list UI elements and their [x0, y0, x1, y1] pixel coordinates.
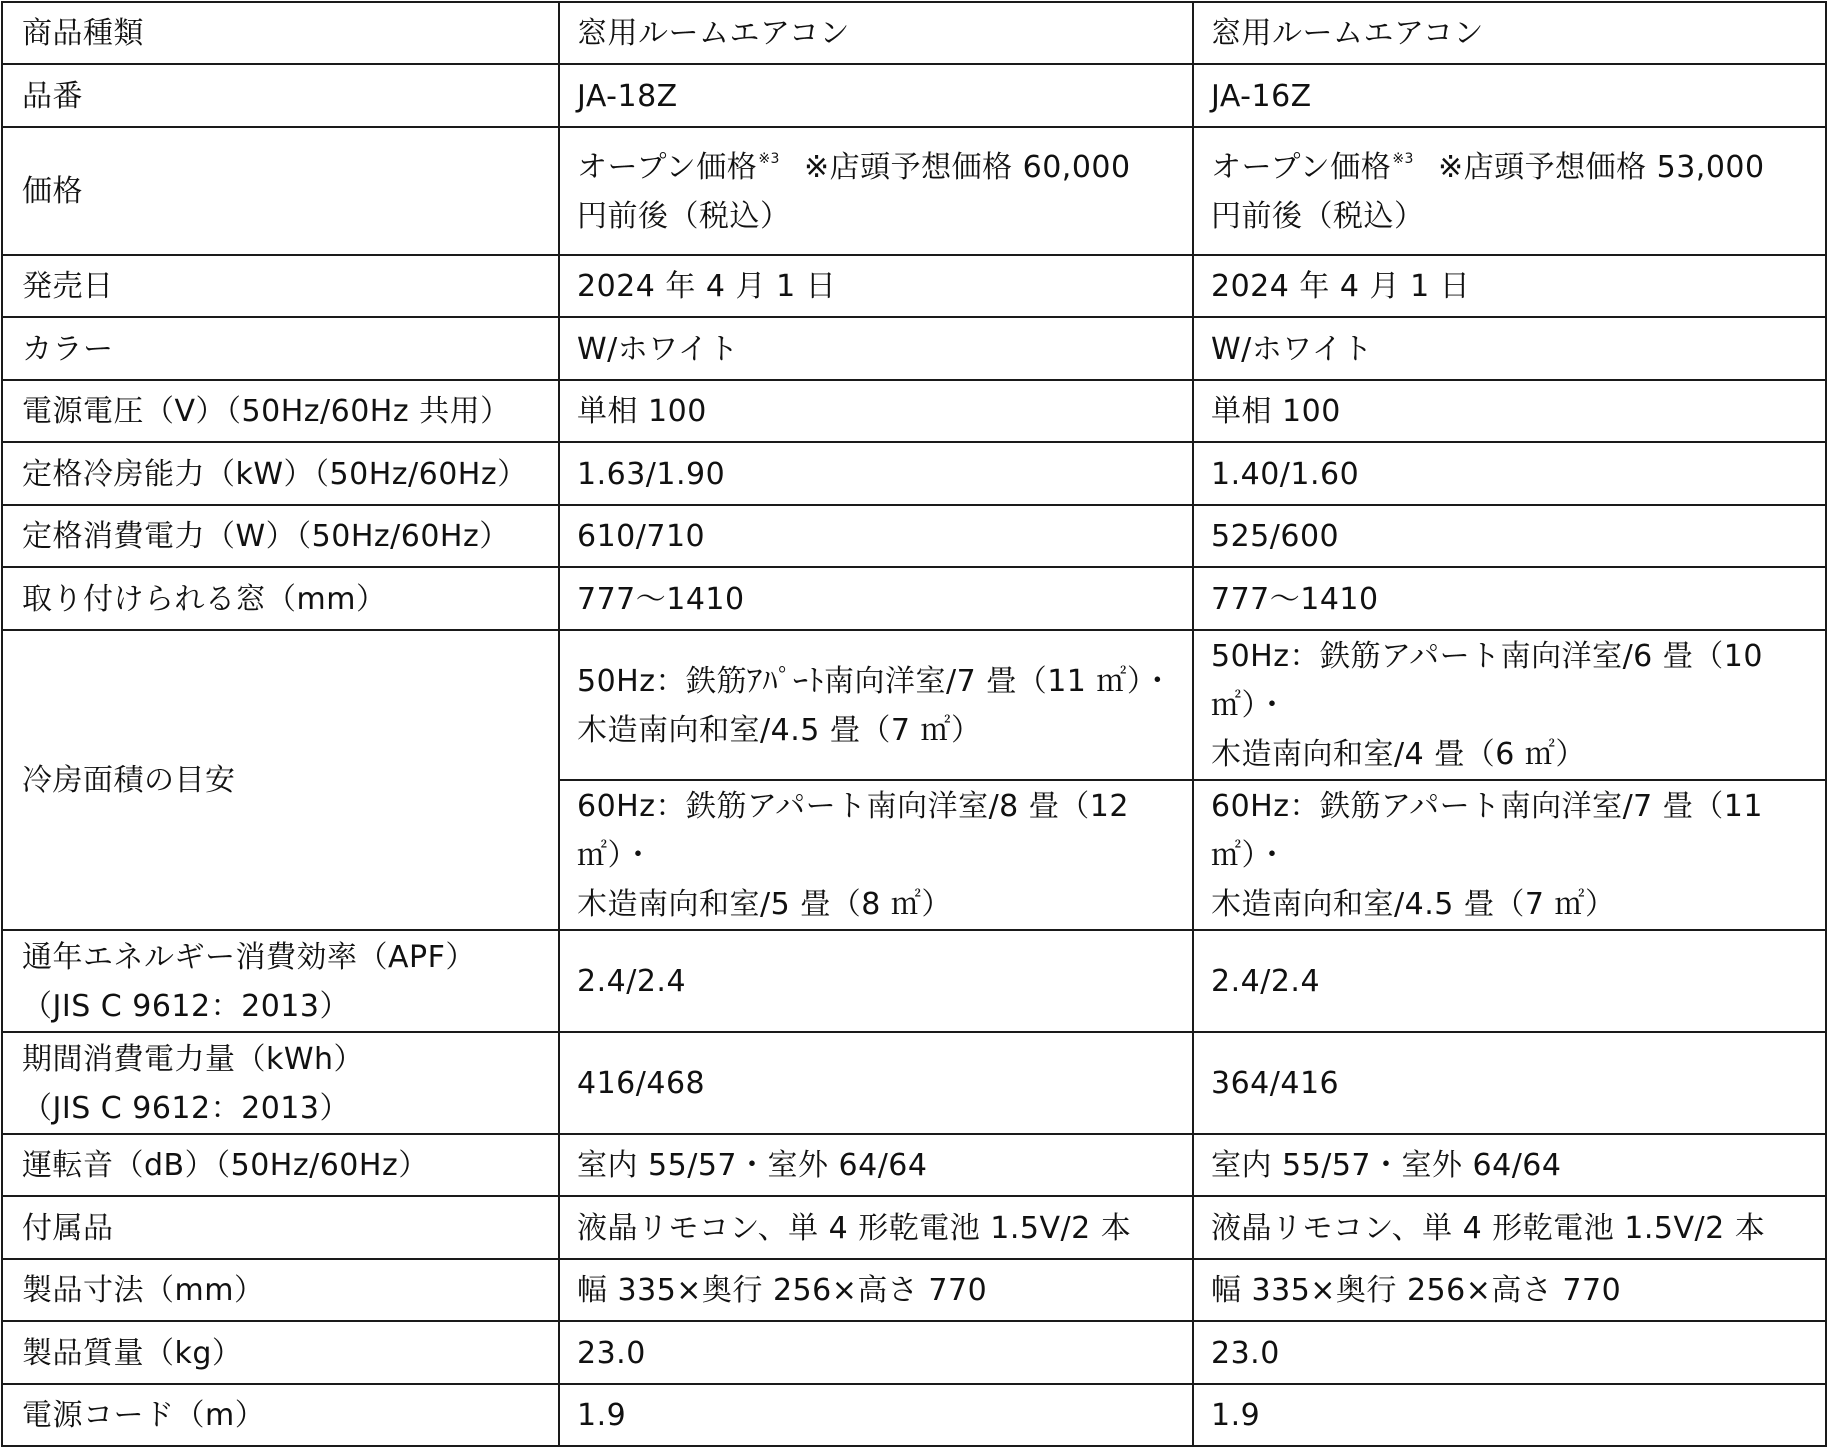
price-col2-estimate: ※店頭予想価格 53,000 — [1437, 149, 1765, 185]
row-apf — [2, 930, 1826, 1032]
accessories-label: 付属品 — [2, 1196, 559, 1259]
model-col1: JA-18Z — [559, 64, 1193, 127]
cooling-area-60hz-col1-line1: 60Hz：鉄筋アパート南向洋室/8 畳（12 ㎡）・ — [577, 789, 1129, 873]
color-col2: W/ホワイト — [1193, 317, 1826, 380]
price-col1-estimate: ※店頭予想価格 60,000 — [803, 149, 1131, 185]
noise-col1: 室内 55/57・室外 64/64 — [559, 1134, 1193, 1196]
apf-col1: 2.4/2.4 — [559, 930, 1193, 1032]
weight-label: 製品質量（kg） — [2, 1321, 559, 1384]
voltage-col1: 単相 100 — [559, 380, 1193, 442]
row-weight — [2, 1321, 1826, 1384]
voltage-label: 電源電圧（V）（50Hz/60Hz 共用） — [2, 380, 559, 442]
apf-label-line1: 通年エネルギー消費効率（APF） — [22, 939, 476, 975]
price-col1-line1 — [577, 143, 1184, 192]
cooling-area-60hz-col2-line2: 木造南向和室/4.5 畳（7 ㎡） — [1211, 887, 1616, 922]
noise-col2: 室内 55/57・室外 64/64 — [1193, 1134, 1826, 1196]
annual-power-col2: 364/416 — [1193, 1032, 1826, 1134]
row-cooling-capacity — [2, 442, 1826, 505]
release-date-label: 発売日 — [2, 255, 559, 317]
weight-col2: 23.0 — [1193, 1321, 1826, 1384]
cooling-area-60hz-col2-line1: 60Hz：鉄筋アパート南向洋室/7 畳（11 ㎡）・ — [1211, 789, 1763, 873]
row-model — [2, 64, 1826, 127]
window-size-col1: 777〜1410 — [559, 567, 1193, 630]
spec-table — [1, 1, 1827, 1447]
weight-col1: 23.0 — [559, 1321, 1193, 1384]
row-accessories — [2, 1196, 1826, 1259]
row-noise — [2, 1134, 1826, 1196]
apf-col2: 2.4/2.4 — [1193, 930, 1826, 1032]
price-col2-open: オープン価格 — [1211, 149, 1392, 185]
apf-label — [2, 930, 559, 1032]
cooling-capacity-col1: 1.63/1.90 — [559, 442, 1193, 505]
apf-label-line2: （JIS C 9612：2013） — [22, 988, 350, 1024]
dimensions-col2: 幅 335×奥行 256×高さ 770 — [1193, 1259, 1826, 1321]
row-release-date — [2, 255, 1826, 317]
cord-length-col2: 1.9 — [1193, 1384, 1826, 1446]
cooling-area-50hz-col2-line2: 木造南向和室/4 畳（6 ㎡） — [1211, 737, 1586, 772]
cooling-area-50hz-col2-line1: 50Hz：鉄筋アパート南向洋室/6 畳（10 ㎡）・ — [1211, 639, 1763, 723]
cord-length-label: 電源コード（m） — [2, 1384, 559, 1446]
color-col1: W/ホワイト — [559, 317, 1193, 380]
power-consumption-col2: 525/600 — [1193, 505, 1826, 567]
cooling-area-60hz-col1 — [559, 780, 1193, 930]
voltage-col2: 単相 100 — [1193, 380, 1826, 442]
accessories-col1: 液晶リモコン、単 4 形乾電池 1.5V/2 本 — [559, 1196, 1193, 1259]
cooling-area-50hz-col2 — [1193, 630, 1826, 780]
dimensions-col1: 幅 335×奥行 256×高さ 770 — [559, 1259, 1193, 1321]
cooling-area-50hz-col1 — [559, 630, 1193, 780]
annual-power-col1: 416/468 — [559, 1032, 1193, 1134]
power-consumption-col1: 610/710 — [559, 505, 1193, 567]
cooling-area-50hz-col1-line1: 50Hz：鉄筋ｱﾊﾟｰﾄ南向洋室/7 畳（11 ㎡）・ — [577, 663, 1173, 699]
cooling-area-label: 冷房面積の目安 — [2, 630, 559, 930]
row-cooling-area-50hz — [2, 630, 1826, 780]
row-color — [2, 317, 1826, 380]
price-col2-line1 — [1211, 143, 1817, 192]
cooling-capacity-col2: 1.40/1.60 — [1193, 442, 1826, 505]
price-col2-line2: 円前後（税込） — [1211, 198, 1425, 234]
row-annual-power — [2, 1032, 1826, 1134]
cord-length-col1: 1.9 — [559, 1384, 1193, 1446]
price-col1-line2: 円前後（税込） — [577, 198, 791, 234]
annual-power-label-line2: （JIS C 9612：2013） — [22, 1090, 350, 1126]
price-col2-note: ※3 — [1392, 150, 1414, 167]
price-col1-open: オープン価格 — [577, 149, 758, 185]
release-date-col1: 2024 年 4 月 1 日 — [559, 255, 1193, 317]
cooling-area-50hz-col1-line2: 木造南向和室/4.5 畳（7 ㎡） — [577, 712, 982, 748]
row-window-size — [2, 567, 1826, 630]
row-product-type — [2, 2, 1826, 64]
price-col1-note: ※3 — [758, 150, 780, 167]
product-type-col1: 窓用ルームエアコン — [559, 2, 1193, 64]
dimensions-label: 製品寸法（mm） — [2, 1259, 559, 1321]
accessories-col2: 液晶リモコン、単 4 形乾電池 1.5V/2 本 — [1193, 1196, 1826, 1259]
row-dimensions — [2, 1259, 1826, 1321]
color-label: カラー — [2, 317, 559, 380]
product-type-col2: 窓用ルームエアコン — [1193, 2, 1826, 64]
window-size-label: 取り付けられる窓（mm） — [2, 567, 559, 630]
annual-power-label-line1: 期間消費電力量（kWh） — [22, 1041, 365, 1077]
release-date-col2: 2024 年 4 月 1 日 — [1193, 255, 1826, 317]
row-voltage — [2, 380, 1826, 442]
noise-label: 運転音（dB）（50Hz/60Hz） — [2, 1134, 559, 1196]
cooling-capacity-label: 定格冷房能力（kW）（50Hz/60Hz） — [2, 442, 559, 505]
row-cord-length — [2, 1384, 1826, 1446]
window-size-col2: 777〜1410 — [1193, 567, 1826, 630]
model-col2: JA-16Z — [1193, 64, 1826, 127]
power-consumption-label: 定格消費電力（W）（50Hz/60Hz） — [2, 505, 559, 567]
cooling-area-60hz-col1-line2: 木造南向和室/5 畳（8 ㎡） — [577, 887, 952, 922]
product-type-label: 商品種類 — [2, 2, 559, 64]
model-label: 品番 — [2, 64, 559, 127]
price-col1 — [559, 127, 1193, 255]
cooling-area-60hz-col2 — [1193, 780, 1826, 930]
row-price — [2, 127, 1826, 255]
price-label: 価格 — [2, 127, 559, 255]
annual-power-label — [2, 1032, 559, 1134]
price-col2 — [1193, 127, 1826, 255]
row-power-consumption — [2, 505, 1826, 567]
